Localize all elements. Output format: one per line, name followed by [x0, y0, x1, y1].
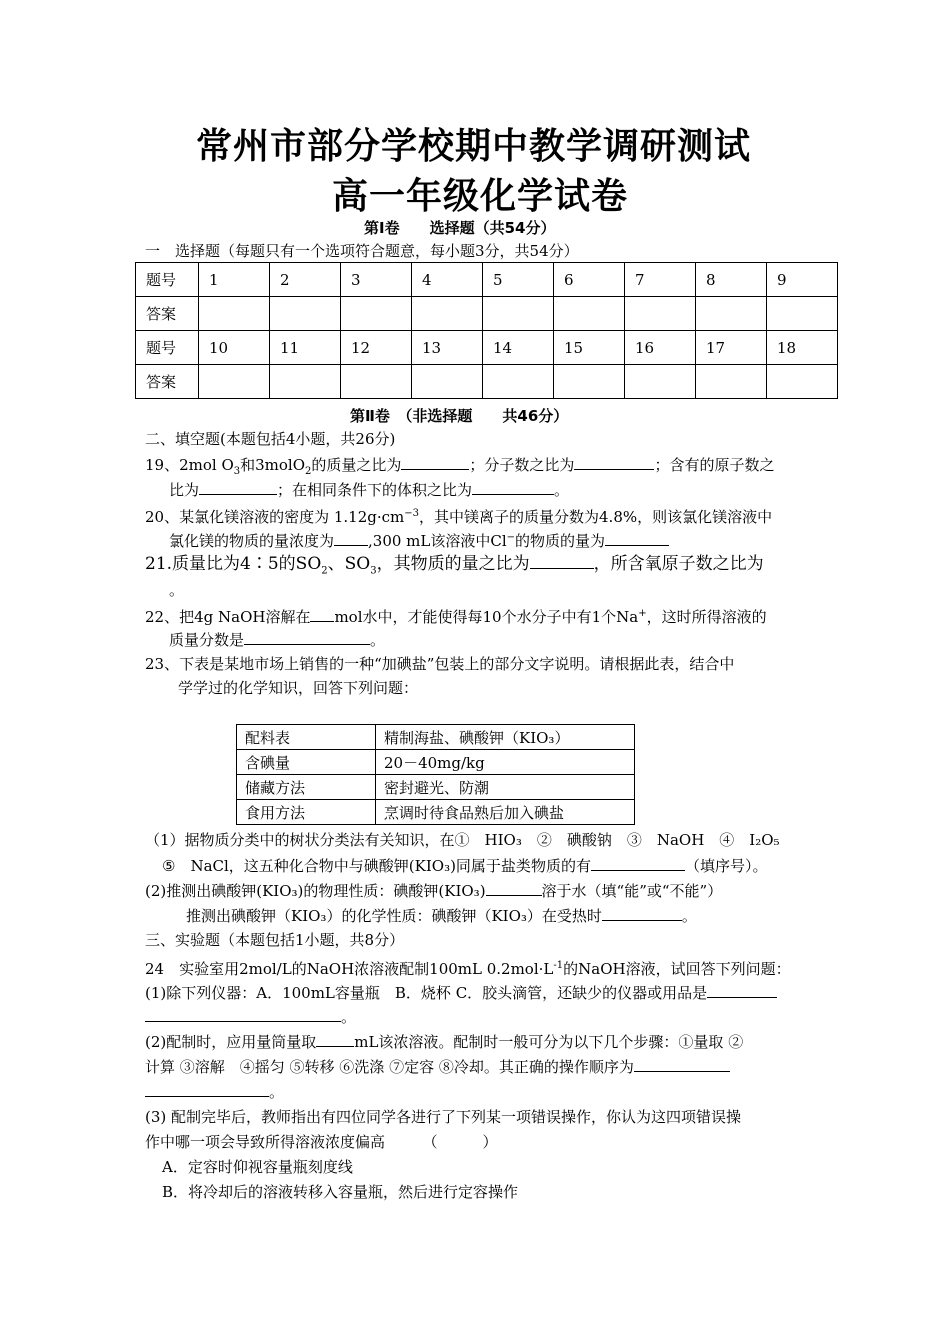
table-cell: 2	[270, 263, 341, 297]
question-22-line2: 质量分数是 。	[169, 628, 385, 651]
question-24-part3-line1: (3) 配制完毕后，教师指出有四位同学各进行了下列某一项错误操作，你认为这四项错误操	[145, 1108, 742, 1126]
question-23-part2-line2: 推测出碘酸钾（KIO₃）的化学性质：碘酸钾（KIO₃）在受热时 。	[186, 904, 697, 927]
table-row	[237, 750, 635, 775]
question-22-line1: 22、把4g NaOH溶解在 mol水中，才能使得每10个水分子中有1个Na+，这时所得溶液的	[145, 603, 767, 628]
answer-cell[interactable]	[696, 365, 767, 399]
answer-blank[interactable]	[316, 1030, 354, 1047]
table-cell: 精制海盐、碘酸钾（KIO₃）	[376, 725, 635, 750]
answer-cell[interactable]	[483, 365, 554, 399]
answer-blank[interactable]	[605, 529, 669, 546]
option-b: B．将冷却后的溶液转移入容量瓶，然后进行定容操作	[162, 1183, 519, 1201]
question-20-line1: 20、某氯化镁溶液的密度为 $1.12g\cdot cm^{-3}$，其中镁离子的质量分数为4.8%，则该氯化镁溶液中	[145, 508, 773, 526]
table-row	[237, 800, 635, 825]
answer-cell[interactable]	[625, 297, 696, 331]
part1-instruction: 一 选择题（每题只有一个选项符合题意，每小题3分，共54分）	[145, 242, 579, 260]
answer-cell[interactable]	[625, 365, 696, 399]
table-cell: 11	[270, 331, 341, 365]
question-20-line2: 氯化镁的物质的量浓度为 ,300 mL该溶液中Cl−的物质的量为	[169, 527, 669, 552]
table-cell: 18	[767, 331, 838, 365]
question-24-part1-line2: 。	[145, 1005, 356, 1028]
table-cell: 20－40mg/kg	[376, 750, 635, 775]
answer-table-num-row-1	[136, 263, 838, 297]
salt-info-table	[236, 724, 635, 825]
answer-blank[interactable]	[145, 1080, 269, 1097]
question-23-part1-line2: ⑤ NaCl，这五种化合物中与碘酸钾(KIO₃)同属于盐类物质的有 （填序号）。	[162, 854, 767, 877]
answer-blank[interactable]	[472, 478, 554, 495]
question-21-line2: 。	[169, 581, 185, 599]
table-cell: 题号	[136, 263, 199, 297]
table-cell: 5	[483, 263, 554, 297]
table-cell: 1	[199, 263, 270, 297]
answer-cell[interactable]	[341, 365, 412, 399]
table-cell: 题号	[136, 331, 199, 365]
table-cell: 储藏方法	[237, 775, 376, 800]
question-23-part1-line1: （1）据物质分类中的树状分类法有关知识，在① HIO₃ ② 碘酸钠 ③ NaOH ④ I₂O₅	[145, 831, 780, 849]
answer-blank[interactable]	[310, 605, 334, 622]
answer-cell[interactable]	[199, 365, 270, 399]
table-cell: 6	[554, 263, 625, 297]
exam-title-line2: 高一年级化学试卷	[332, 176, 629, 217]
table-cell: 密封避光、防潮	[376, 775, 635, 800]
table-cell: 8	[696, 263, 767, 297]
table-cell: 烹调时待食品熟后加入碘盐	[376, 800, 635, 825]
question-23-line1: 23、下表是某地市场上销售的一种“加碘盐”包装上的部分文字说明。请根据此表，结合中	[145, 655, 735, 673]
table-row	[237, 725, 635, 750]
table-cell: 9	[767, 263, 838, 297]
question-23-line2: 学学过的化学知识，回答下列问题：	[178, 679, 419, 697]
answer-cell[interactable]	[199, 297, 270, 331]
table-row	[237, 775, 635, 800]
question-21-line1: 21.质量比为4∶5的$SO_2$、$SO_3$，其物质的量之比为 ，所含氧原子数之比为	[145, 554, 764, 577]
answer-table-ans-row-2	[136, 365, 838, 399]
table-cell: 4	[412, 263, 483, 297]
answer-cell[interactable]	[554, 297, 625, 331]
answer-blank[interactable]	[401, 453, 469, 470]
question-24-part2-line3: 。	[145, 1080, 284, 1103]
answer-blank[interactable]	[334, 529, 368, 546]
answer-cell[interactable]	[412, 297, 483, 331]
answer-blank[interactable]	[574, 453, 654, 470]
answer-blank[interactable]	[199, 478, 277, 495]
question-24-line1: 24 实验室用2mol/L的NaOH浓溶液配制100mL $0.2mol\cdot L^{-1}$的NaOH溶液，试回答下列问题：	[145, 960, 791, 978]
answer-blank[interactable]	[530, 552, 594, 569]
table-cell: 答案	[136, 297, 199, 331]
table-cell: 答案	[136, 365, 199, 399]
table-cell: 7	[625, 263, 696, 297]
table-cell: 16	[625, 331, 696, 365]
question-23-part2-line1: (2)推测出碘酸钾(KIO₃)的物理性质：碘酸钾(KIO₃) 溶于水（填“能”或“不能”）	[145, 879, 722, 902]
table-cell: 15	[554, 331, 625, 365]
option-a: A．定容时仰视容量瓶刻度线	[162, 1158, 353, 1176]
answer-cell[interactable]	[767, 297, 838, 331]
part2-heading: 第Ⅱ卷 （非选择题 共46分）	[350, 407, 569, 425]
experiment-section-heading: 三、实验题（本题包括1小题，共8分）	[145, 931, 405, 949]
question-24-part1-line1: (1)除下列仪器：A．100mL容量瓶 B．烧杯 C．胶头滴管，还缺少的仪器或用品是	[145, 981, 777, 1004]
answer-cell[interactable]	[341, 297, 412, 331]
question-19-line1: 19、2mol $O_3$和3molO$_2$的质量之比为 ；分子数之比为 ；含有的原子数之	[145, 453, 774, 483]
table-cell: 3	[341, 263, 412, 297]
answer-blank[interactable]	[707, 981, 777, 998]
answer-cell[interactable]	[554, 365, 625, 399]
answer-blank[interactable]	[602, 904, 682, 921]
answer-cell[interactable]	[270, 297, 341, 331]
answer-blank[interactable]	[634, 1055, 730, 1072]
answer-blank[interactable]	[591, 854, 685, 871]
answer-table-num-row-2	[136, 331, 838, 365]
answer-blank[interactable]	[244, 628, 370, 645]
question-24-part2-line2: 计算 ③溶解 ④摇匀 ⑤转移 ⑥洗涤 ⑦定容 ⑧冷却。其正确的操作顺序为	[145, 1055, 730, 1078]
table-cell: 食用方法	[237, 800, 376, 825]
table-cell: 配料表	[237, 725, 376, 750]
answer-table-ans-row-1	[136, 297, 838, 331]
answer-cell[interactable]	[767, 365, 838, 399]
exam-title-line1: 常州市部分学校期中教学调研测试	[196, 126, 752, 167]
question-24-part2-line1: (2)配制时，应用量筒量取 mL该浓溶液。配制时一般可分为以下几个步骤：①量取 ②	[145, 1030, 743, 1053]
answer-cell[interactable]	[412, 365, 483, 399]
answer-cell[interactable]	[696, 297, 767, 331]
table-cell: 13	[412, 331, 483, 365]
question-24-part3-line2: 作中哪一项会导致所得溶液浓度偏高 （ ）	[145, 1133, 498, 1151]
answer-table	[135, 262, 838, 399]
answer-cell[interactable]	[483, 297, 554, 331]
question-19-line2: 比为 ；在相同条件下的体积之比为 。	[169, 478, 569, 501]
table-cell: 含碘量	[237, 750, 376, 775]
part1-heading: 第Ⅰ卷 选择题（共54分）	[364, 219, 556, 237]
answer-cell[interactable]	[270, 365, 341, 399]
answer-blank[interactable]	[486, 879, 542, 896]
table-cell: 14	[483, 331, 554, 365]
fill-section-heading: 二、填空题(本题包括4小题，共26分)	[145, 430, 396, 448]
table-cell: 10	[199, 331, 270, 365]
table-cell: 12	[341, 331, 412, 365]
answer-blank[interactable]	[145, 1005, 341, 1022]
table-cell: 17	[696, 331, 767, 365]
